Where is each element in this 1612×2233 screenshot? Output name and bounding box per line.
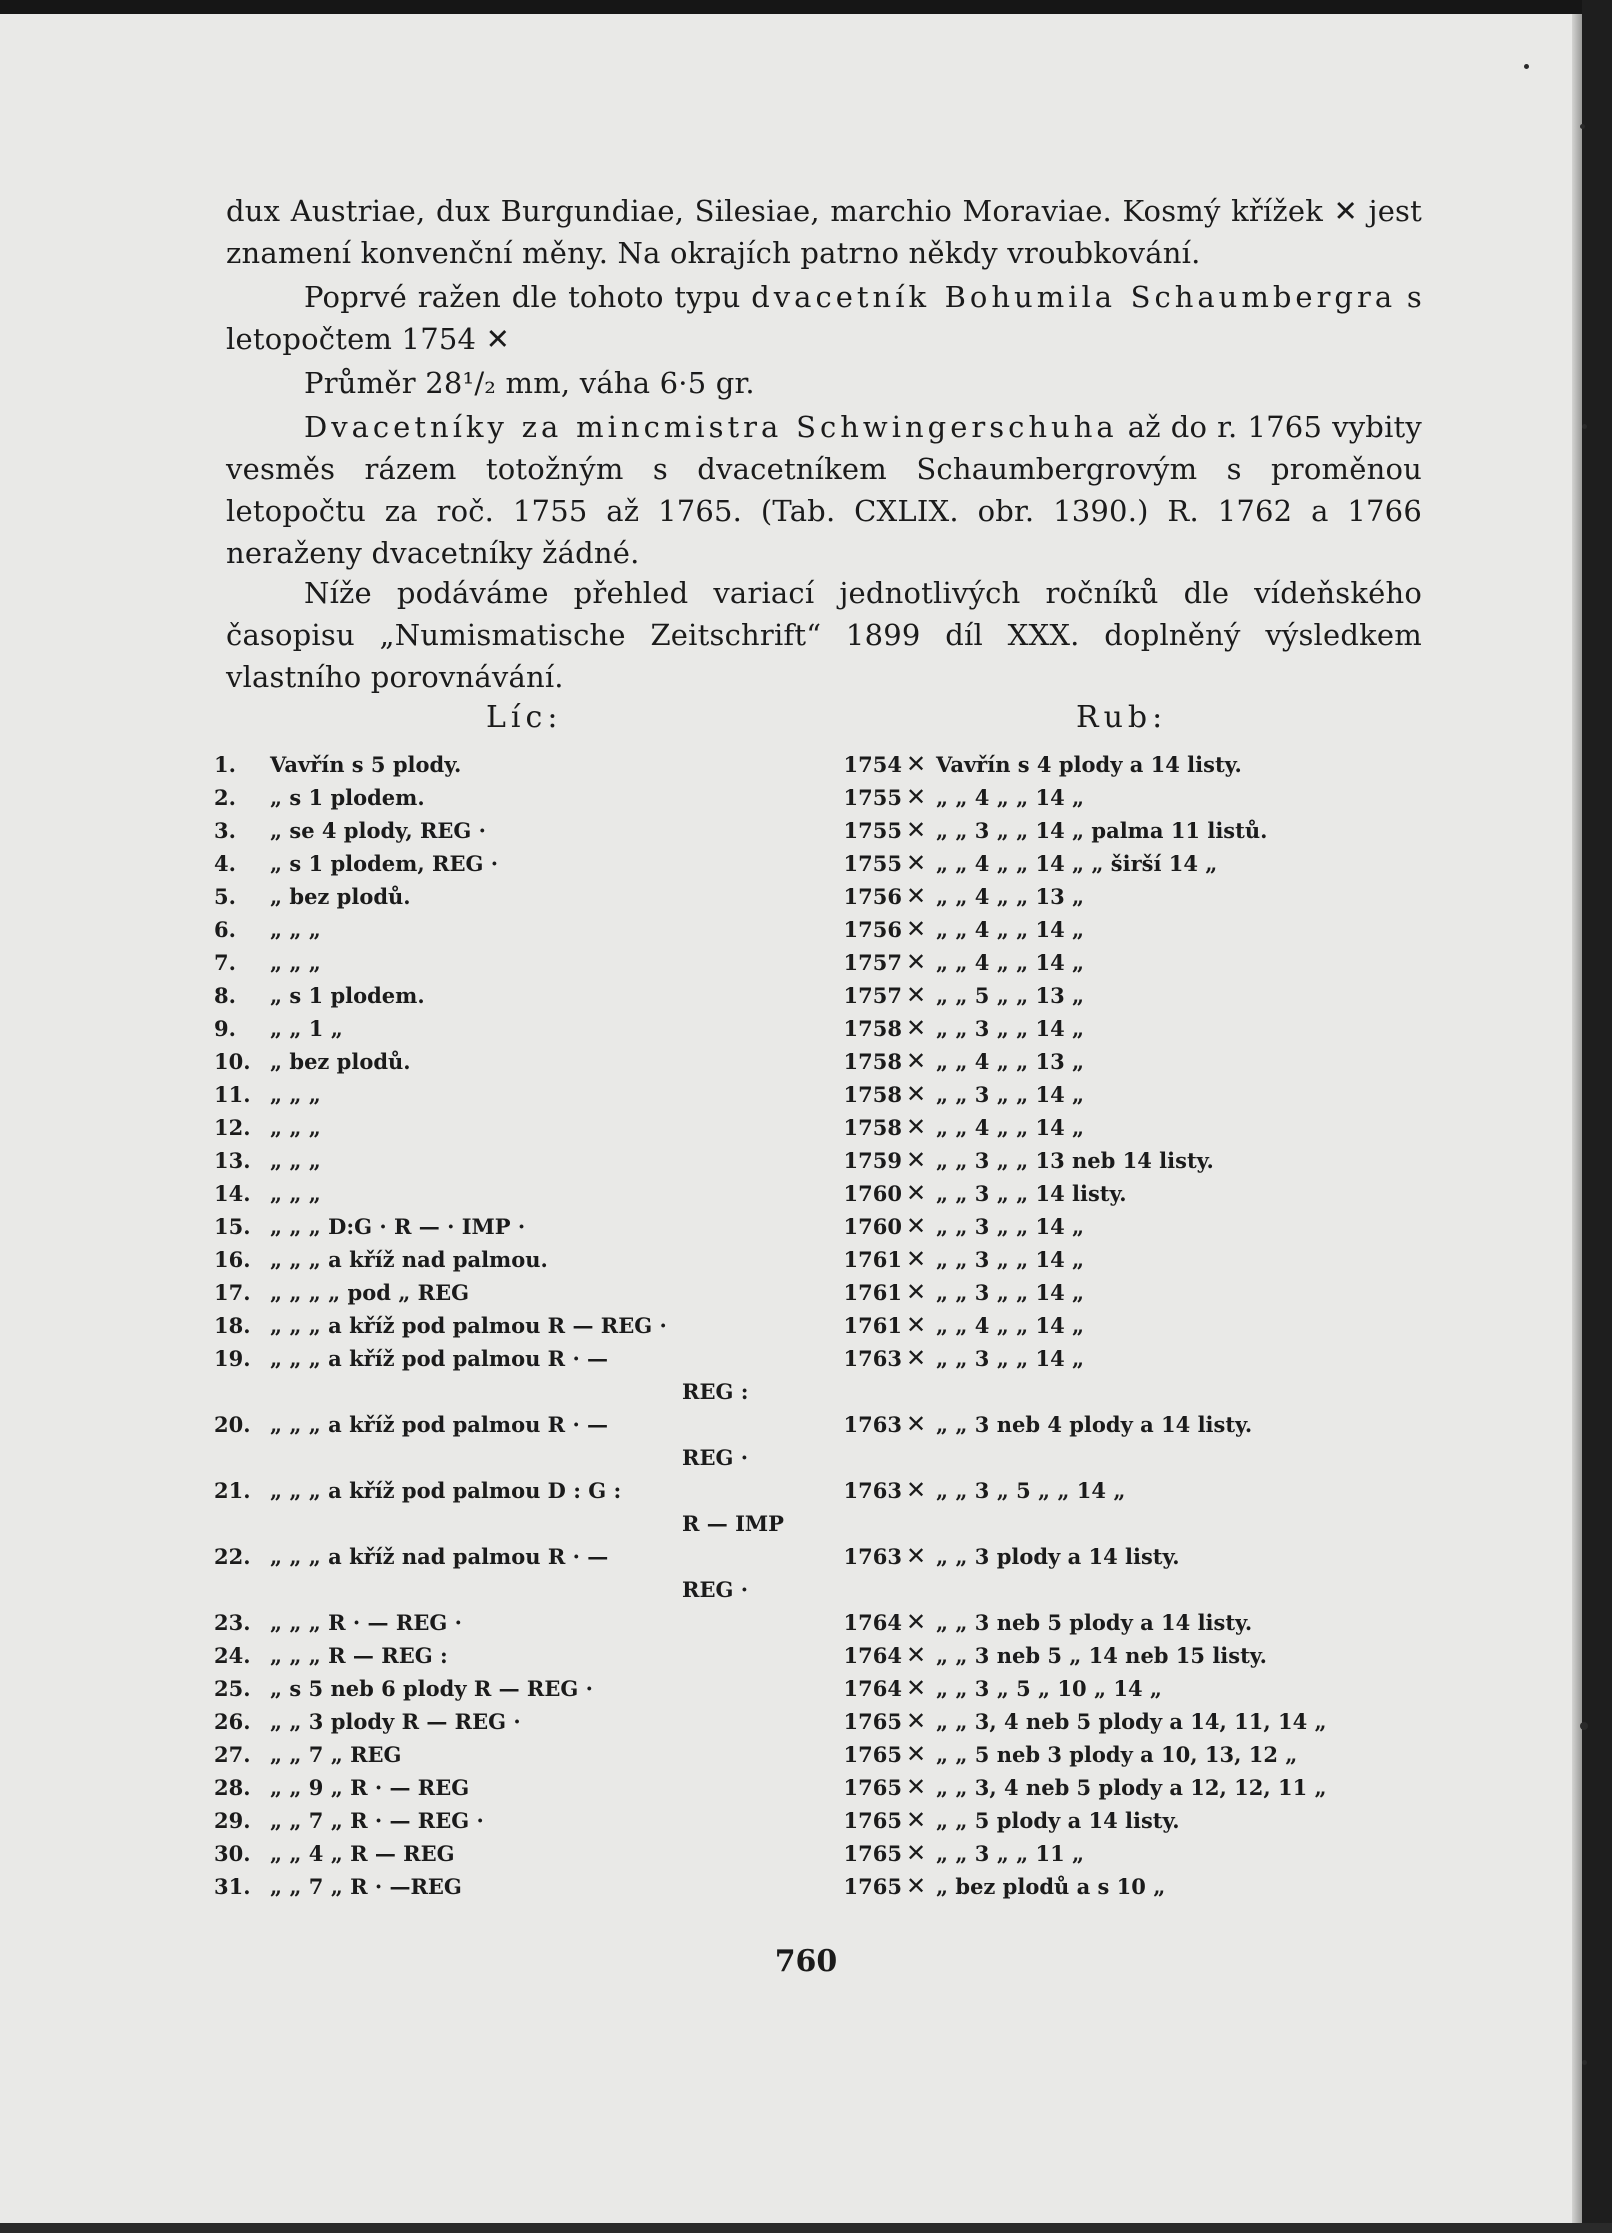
year-value: 1765 [843, 1775, 902, 1800]
table-row [214, 1837, 1434, 1870]
year-value: 1759 [843, 1148, 902, 1173]
year-value: 1758 [843, 1016, 902, 1041]
page-number: 760 [774, 1944, 838, 1979]
year-value: 1756 [843, 917, 902, 942]
table-row [214, 1111, 1434, 1144]
reverse-description: „ „ 3 „ „ 13 neb 14 listy. [936, 1148, 1214, 1173]
row-number: 17. [214, 1280, 251, 1305]
obverse-description: „ „ „ R · — REG · [270, 1610, 462, 1635]
row-number: 16. [214, 1247, 251, 1272]
table-row [214, 1771, 1434, 1804]
reverse-description: „ „ 3 „ „ 14 „ [936, 1346, 1085, 1371]
row-number: 3. [214, 818, 236, 843]
obverse-description: „ „ „ a kříž pod palmou R — REG · [270, 1313, 667, 1338]
row-number: 25. [214, 1676, 251, 1701]
year-value: 1765 [843, 1808, 902, 1833]
obverse-description: „ s 5 neb 6 plody R — REG · [270, 1676, 593, 1701]
obverse-description: „ „ 7 „ R · —REG [270, 1874, 462, 1899]
cross-mark-icon: ✕ [906, 1113, 927, 1141]
year-value: 1755 [843, 851, 902, 876]
cross-mark-icon: ✕ [906, 1476, 927, 1504]
obverse-description: „ „ 1 „ [270, 1016, 343, 1041]
year-value: 1758 [843, 1049, 902, 1074]
table-row [214, 1705, 1434, 1738]
reverse-description: „ „ 5 plody a 14 listy. [936, 1808, 1180, 1833]
cross-mark-icon: ✕ [906, 1542, 927, 1570]
column-header-reverse: Rub: [1076, 700, 1168, 735]
table-row [214, 781, 1434, 814]
table-row [214, 1243, 1434, 1276]
row-number: 15. [214, 1214, 251, 1239]
obverse-description: „ s 1 plodem, REG · [270, 851, 499, 876]
cross-mark-icon: ✕ [906, 1641, 927, 1669]
row-number: 23. [214, 1610, 251, 1635]
row-number: 21. [214, 1478, 251, 1503]
obverse-description: „ „ 4 „ R — REG [270, 1841, 455, 1866]
obverse-description: „ „ „ a kříž nad palmou. [270, 1247, 548, 1272]
row-number: 1. [214, 752, 236, 777]
paragraph-text: Poprvé ražen dle tohoto typu [304, 280, 752, 314]
year-value: 1761 [843, 1247, 902, 1272]
paragraph-overview: Níže podáváme přehled variací jednotlivých ročníků dle vídeňského časopisu „Numismatische Zeitschrift“ 1899 díl XXX. doplněný výsledkem vlastního porovnávání. [226, 576, 1422, 694]
row-number: 7. [214, 950, 236, 975]
row-number: 29. [214, 1808, 251, 1833]
obverse-description: „ „ „ R — REG : [270, 1643, 448, 1668]
obverse-description: „ „ 9 „ R · — REG [270, 1775, 470, 1800]
table-row-continuation [214, 1507, 1434, 1540]
cross-mark-icon: ✕ [906, 1080, 927, 1108]
reverse-description: „ „ 3, 4 neb 5 plody a 12, 12, 11 „ [936, 1775, 1327, 1800]
table-row [214, 1672, 1434, 1705]
year-value: 1764 [843, 1610, 902, 1635]
reverse-description: „ „ 3 „ „ 14 listy. [936, 1181, 1127, 1206]
reverse-description: „ „ 3 „ „ 14 „ [936, 1016, 1085, 1041]
table-row [214, 748, 1434, 781]
year-value: 1764 [843, 1676, 902, 1701]
obverse-description: „ s 1 plodem. [270, 983, 425, 1008]
table-row [214, 913, 1434, 946]
year-value: 1758 [843, 1082, 902, 1107]
year-value: 1757 [843, 950, 902, 975]
obverse-description: „ „ „ D:G · R — · IMP · [270, 1214, 526, 1239]
year-value: 1763 [843, 1346, 902, 1371]
table-row [214, 880, 1434, 913]
year-value: 1763 [843, 1544, 902, 1569]
obverse-description: „ bez plodů. [270, 884, 411, 909]
cross-mark-icon: ✕ [906, 1146, 927, 1174]
reverse-description: „ „ 5 neb 3 plody a 10, 13, 12 „ [936, 1742, 1298, 1767]
year-value: 1761 [843, 1280, 902, 1305]
row-number: 18. [214, 1313, 251, 1338]
reverse-description: „ „ 4 „ „ 14 „ [936, 917, 1085, 942]
table-row [214, 847, 1434, 880]
reverse-description: „ „ 4 „ „ 14 „ „ širší 14 „ [936, 851, 1218, 876]
reverse-description: „ „ 3 „ „ 14 „ [936, 1280, 1085, 1305]
paragraph-dimensions: Průměr 28¹/₂ mm, váha 6·5 gr. [304, 366, 755, 400]
table-row [214, 1177, 1434, 1210]
reverse-description: „ „ 3 plody a 14 listy. [936, 1544, 1180, 1569]
cross-mark-icon: ✕ [906, 1179, 927, 1207]
obverse-description: „ bez plodů. [270, 1049, 411, 1074]
year-value: 1765 [843, 1841, 902, 1866]
column-header-obverse: Líc: [486, 700, 563, 735]
row-number: 6. [214, 917, 236, 942]
cross-mark-icon: ✕ [906, 981, 927, 1009]
obverse-description: „ „ „ [270, 1082, 321, 1107]
obverse-description: „ „ „ a kříž pod palmou D : G : [270, 1478, 622, 1503]
row-number: 24. [214, 1643, 251, 1668]
cross-mark-icon: ✕ [906, 816, 927, 844]
obverse-description: „ „ 7 „ REG [270, 1742, 402, 1767]
table-row [214, 1342, 1434, 1375]
table-row [214, 1012, 1434, 1045]
table-row [214, 1639, 1434, 1672]
cross-mark-icon: ✕ [906, 1245, 927, 1273]
emphasis-name: Dvacetníky za mincmistra Schwingerschuha [304, 410, 1118, 444]
row-number: 12. [214, 1115, 251, 1140]
paragraph-mintmaster [226, 406, 1422, 574]
obverse-description: „ „ „ [270, 1181, 321, 1206]
year-value: 1763 [843, 1412, 902, 1437]
row-number: 2. [214, 785, 236, 810]
paragraph-text: až do r. 1765 vybity vesměs rázem totožným s dvacetníkem Schaumbergrovým s proměnou letopočtu za roč. 1755 až 1765. (Tab. CXLIX. obr. 1390.) R. 1762 a 1766 neraženy dvacetníky žádné. [226, 410, 1422, 570]
cross-mark-icon: ✕ [906, 1047, 927, 1075]
row-number: 20. [214, 1412, 251, 1437]
cross-mark-icon: ✕ [906, 1707, 927, 1735]
reverse-description: „ „ 4 „ „ 13 „ [936, 1049, 1085, 1074]
reverse-description: „ „ 3 „ „ 14 „ palma 11 listů. [936, 818, 1268, 843]
year-value: 1755 [843, 818, 902, 843]
table-row [214, 1606, 1434, 1639]
obverse-description-continued: REG · [682, 1577, 749, 1602]
year-value: 1757 [843, 983, 902, 1008]
row-number: 30. [214, 1841, 251, 1866]
table-row [214, 1276, 1434, 1309]
table-row [214, 946, 1434, 979]
cross-mark-icon: ✕ [906, 915, 927, 943]
obverse-description: „ „ „ [270, 917, 321, 942]
reverse-description: „ „ 3 „ „ 14 „ [936, 1082, 1085, 1107]
reverse-description: „ „ 3 neb 5 „ 14 neb 15 listy. [936, 1643, 1267, 1668]
cross-mark-icon: ✕ [906, 1839, 927, 1867]
cross-mark-icon: ✕ [906, 1410, 927, 1438]
obverse-description: „ „ „ „ pod „ REG [270, 1280, 470, 1305]
year-value: 1758 [843, 1115, 902, 1140]
cross-mark-icon: ✕ [906, 1344, 927, 1372]
cross-mark-icon: ✕ [906, 1014, 927, 1042]
table-row [214, 979, 1434, 1012]
table-row-continuation [214, 1573, 1434, 1606]
year-value: 1765 [843, 1874, 902, 1899]
cross-mark-icon: ✕ [906, 1278, 927, 1306]
reverse-description: „ „ 3, 4 neb 5 plody a 14, 11, 14 „ [936, 1709, 1327, 1734]
cross-mark-icon: ✕ [906, 783, 927, 811]
paragraph-text: s letopočtem 1754 ✕ [226, 280, 1422, 356]
reverse-description: „ „ 3 neb 5 plody a 14 listy. [936, 1610, 1253, 1635]
table-row [214, 1474, 1434, 1507]
year-value: 1765 [843, 1709, 902, 1734]
row-number: 11. [214, 1082, 251, 1107]
table-row [214, 814, 1434, 847]
paragraph-intro: dux Austriae, dux Burgundiae, Silesiae, marchio Moraviae. Kosmý křížek ✕ jest znamení konvenční měny. Na okrajích patrno někdy vroubkování. [226, 194, 1422, 270]
table-row [214, 1870, 1434, 1903]
row-number: 27. [214, 1742, 251, 1767]
table-row [214, 1540, 1434, 1573]
variants-table [214, 748, 1434, 1903]
obverse-description: „ „ 3 plody R — REG · [270, 1709, 521, 1734]
cross-mark-icon: ✕ [906, 1740, 927, 1768]
obverse-description: Vavřín s 5 plody. [270, 752, 462, 777]
reverse-description: „ „ 3 „ „ 14 „ [936, 1214, 1085, 1239]
reverse-description: Vavřín s 4 plody a 14 listy. [936, 752, 1242, 777]
year-value: 1765 [843, 1742, 902, 1767]
reverse-description: „ „ 3 „ „ 11 „ [936, 1841, 1085, 1866]
paragraph-first-minting [226, 276, 1422, 360]
obverse-description: „ „ „ [270, 1115, 321, 1140]
table-row [214, 1144, 1434, 1177]
obverse-description-continued: REG · [682, 1445, 749, 1470]
obverse-description: „ „ „ [270, 1148, 321, 1173]
reverse-description: „ „ 4 „ „ 14 „ [936, 950, 1085, 975]
year-value: 1754 [843, 752, 902, 777]
cross-mark-icon: ✕ [906, 1311, 927, 1339]
reverse-description: „ bez plodů a s 10 „ [936, 1874, 1166, 1899]
row-number: 10. [214, 1049, 251, 1074]
table-row [214, 1804, 1434, 1837]
obverse-description: „ „ 7 „ R · — REG · [270, 1808, 484, 1833]
table-row [214, 1045, 1434, 1078]
row-number: 13. [214, 1148, 251, 1173]
obverse-description: „ „ „ a kříž nad palmou R · — [270, 1544, 609, 1569]
cross-mark-icon: ✕ [906, 948, 927, 976]
reverse-description: „ „ 3 „ „ 14 „ [936, 1247, 1085, 1272]
cross-mark-icon: ✕ [906, 1806, 927, 1834]
table-row [214, 1738, 1434, 1771]
table-row-continuation [214, 1441, 1434, 1474]
year-value: 1760 [843, 1181, 902, 1206]
obverse-description: „ „ „ [270, 950, 321, 975]
obverse-description: „ se 4 plody, REG · [270, 818, 486, 843]
obverse-description-continued: R — IMP [682, 1511, 784, 1536]
cross-mark-icon: ✕ [906, 1608, 927, 1636]
obverse-description: „ „ „ a kříž pod palmou R · — [270, 1412, 609, 1437]
reverse-description: „ „ 4 „ „ 14 „ [936, 785, 1085, 810]
reverse-description: „ „ 5 „ „ 13 „ [936, 983, 1085, 1008]
row-number: 31. [214, 1874, 251, 1899]
obverse-description-continued: REG : [682, 1379, 749, 1404]
row-number: 28. [214, 1775, 251, 1800]
table-row [214, 1078, 1434, 1111]
cross-mark-icon: ✕ [906, 1674, 927, 1702]
year-value: 1756 [843, 884, 902, 909]
row-number: 19. [214, 1346, 251, 1371]
year-value: 1761 [843, 1313, 902, 1338]
row-number: 14. [214, 1181, 251, 1206]
row-number: 26. [214, 1709, 251, 1734]
year-value: 1764 [843, 1643, 902, 1668]
cross-mark-icon: ✕ [906, 849, 927, 877]
reverse-description: „ „ 4 „ „ 14 „ [936, 1313, 1085, 1338]
reverse-description: „ „ 3 „ 5 „ „ 14 „ [936, 1478, 1126, 1503]
reverse-description: „ „ 4 „ „ 14 „ [936, 1115, 1085, 1140]
reverse-description: „ „ 3 neb 4 plody a 14 listy. [936, 1412, 1253, 1437]
cross-mark-icon: ✕ [906, 1212, 927, 1240]
reverse-description: „ „ 4 „ „ 13 „ [936, 884, 1085, 909]
row-number: 9. [214, 1016, 236, 1041]
reverse-description: „ „ 3 „ 5 „ 10 „ 14 „ [936, 1676, 1162, 1701]
obverse-description: „ s 1 plodem. [270, 785, 425, 810]
year-value: 1760 [843, 1214, 902, 1239]
table-row [214, 1309, 1434, 1342]
emphasis-name: dvacetník Bohumila Schaumbergra [751, 280, 1397, 314]
table-row-continuation [214, 1375, 1434, 1408]
cross-mark-icon: ✕ [906, 750, 927, 778]
cross-mark-icon: ✕ [906, 1872, 927, 1900]
cross-mark-icon: ✕ [906, 1773, 927, 1801]
year-value: 1755 [843, 785, 902, 810]
row-number: 8. [214, 983, 236, 1008]
year-value: 1763 [843, 1478, 902, 1503]
table-row [214, 1408, 1434, 1441]
row-number: 5. [214, 884, 236, 909]
obverse-description: „ „ „ a kříž pod palmou R · — [270, 1346, 609, 1371]
table-row [214, 1210, 1434, 1243]
row-number: 4. [214, 851, 236, 876]
row-number: 22. [214, 1544, 251, 1569]
cross-mark-icon: ✕ [906, 882, 927, 910]
